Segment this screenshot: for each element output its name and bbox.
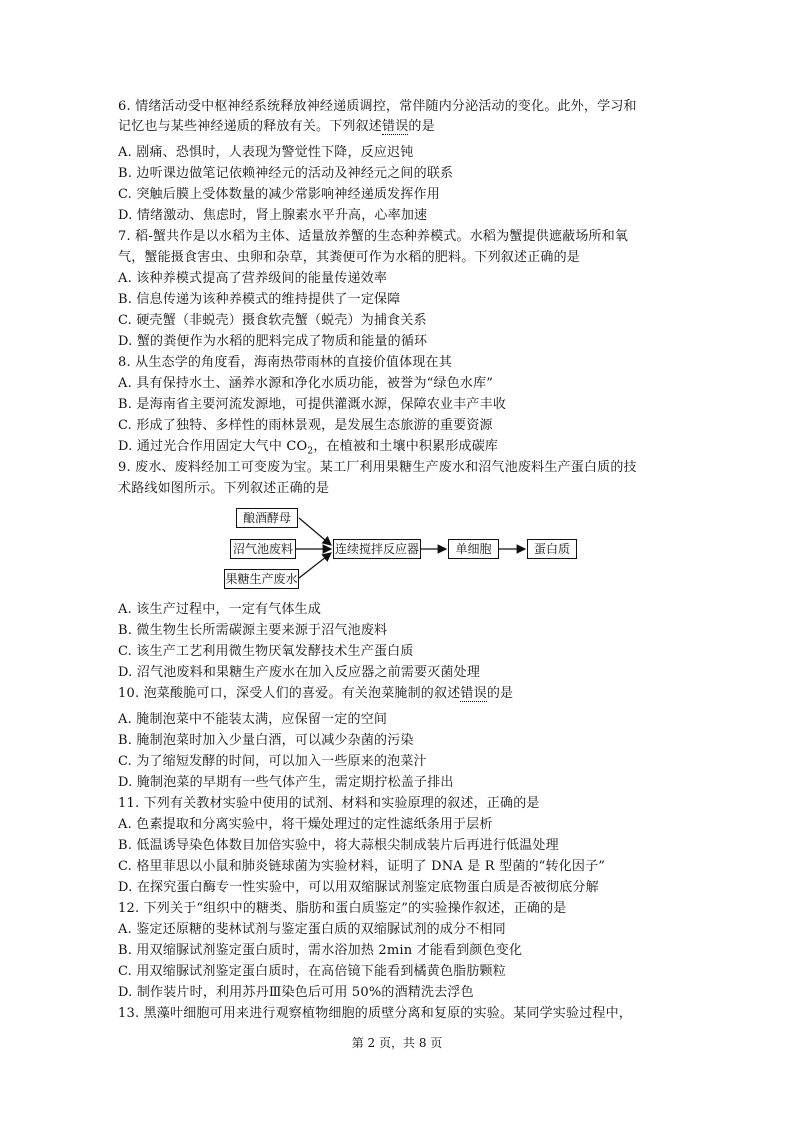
- input-fructose-wastewater-box: 果糖生产废水: [224, 569, 299, 589]
- q7-option-d: D. 蟹的粪便作为水稻的肥料完成了物质和能量的循环: [118, 334, 428, 349]
- q9-option-c: C. 该生产工艺利用微生物厌氧发酵技术生产蛋白质: [118, 644, 414, 659]
- q9-option-b: B. 微生物生长所需碳源主要来源于沼气池废料: [118, 623, 388, 638]
- q10-emphasis: 错误: [460, 686, 487, 701]
- q8-option-d-post: ，在植被和土壤中积累形成碳库: [313, 439, 499, 454]
- input-biogas-waste-box: 沼气池废料: [230, 539, 296, 559]
- q11-stem: 11. 下列有关教材实验中使用的试剂、材料和实验原理的叙述，正确的是: [118, 796, 540, 811]
- protein-box: 蛋白质: [527, 539, 577, 559]
- q9-stem-line2: 术路线如图所示。下列叙述正确的是: [118, 481, 330, 496]
- q8-option-d-pre: D. 通过光合作用固定大气中 CO: [118, 439, 308, 454]
- q10-option-b: B. 腌制泡菜时加入少量白酒，可以减少杂菌的污染: [118, 733, 414, 748]
- q11-option-a: A. 色素提取和分离实验中，将干燥处理过的定性滤纸条用于层析: [118, 817, 493, 832]
- q12-option-a: A. 鉴定还原糖的斐林试剂与鉴定蛋白质的双缩脲试剂的成分不相同: [118, 922, 506, 937]
- q6-stem-line1: 6. 情绪活动受中枢神经系统释放神经递质调控，常伴随内分泌活动的变化。此外，学习和: [118, 99, 637, 114]
- q10-stem-pre: 10. 泡菜酸脆可口，深受人们的喜爱。有关泡菜腌制的叙述: [118, 686, 461, 701]
- q7-stem-line1: 7. 稻-蟹共作是以水稻为主体、适量放养蟹的生态种养模式。水稻为蟹提供遮蔽场所和氧: [118, 229, 629, 244]
- q6-option-b: B. 边听课边做笔记依赖神经元的活动及神经元之间的联系: [118, 166, 454, 181]
- q6-emphasis: 错误: [382, 119, 409, 134]
- input-yeast-box: 酿酒酵母: [236, 508, 298, 528]
- q6-option-a: A. 剧痛、恐惧时，人表现为警觉性下降，反应迟钝: [118, 145, 414, 160]
- q8-option-c: C. 形成了独特、多样性的雨林景观，是发展生态旅游的重要资源: [118, 418, 493, 433]
- q12-option-c: C. 用双缩脲试剂鉴定蛋白质时，在高倍镜下能看到橘黄色脂肪颗粒: [118, 964, 506, 979]
- q10-stem-post: 的是: [486, 686, 514, 701]
- q8-stem: 8. 从生态学的角度看，海南热带雨林的直接价值体现在其: [118, 355, 452, 370]
- q13-stem: 13. 黑藻叶细胞可用来进行观察植物细胞的质壁分离和复原的实验。某同学实验过程中，: [118, 1006, 633, 1021]
- reactor-box: 连续搅拌反应器: [333, 539, 421, 559]
- q6-stem-pre: 记忆也与某些神经递质的释放有关。下列叙述: [118, 119, 383, 134]
- q7-option-c: C. 硬壳蟹（非蜕壳）摄食软壳蟹（蜕壳）为捕食关系: [118, 313, 427, 328]
- q8-option-a: A. 具有保持水土、涵养水源和净化水质功能，被誉为“绿色水库”: [118, 376, 494, 391]
- q8-option-b: B. 是海南省主要河流发源地，可提供灌溉水源，保障农业丰产丰收: [118, 397, 507, 412]
- q7-option-b: B. 信息传递为该种养模式的维持提供了一定保障: [118, 292, 401, 307]
- page-footer: 第 2 页，共 8 页: [351, 1036, 443, 1050]
- q11-option-d: D. 在探究蛋白酶专一性实验中，可以用双缩脲试剂鉴定底物蛋白质是否被彻底分解: [118, 880, 599, 895]
- q6-option-c: C. 突触后膜上受体数量的减少常影响神经递质发挥作用: [118, 187, 440, 202]
- q12-option-d: D. 制作装片时，利用苏丹Ⅲ染色后可用 50%的酒精洗去浮色: [118, 985, 474, 1000]
- q8-option-d-subscript: 2: [307, 446, 314, 457]
- q6-option-d: D. 情绪激动、焦虑时，肾上腺素水平升高，心率加速: [118, 208, 428, 223]
- q11-option-b: B. 低温诱导染色体数目加倍实验中，将大蒜根尖制成装片后再进行低温处理: [118, 838, 559, 853]
- q9-option-a: A. 该生产过程中，一定有气体生成: [118, 602, 322, 617]
- q10-stem: [118, 684, 698, 704]
- q9-option-d: D. 沼气池废料和果糖生产废水在加入反应器之前需要灭菌处理: [118, 665, 481, 680]
- q7-stem-line2: 气，蟹能摄食害虫、虫卵和杂草，其粪便可作为水稻的肥料。下列叙述正确的是: [118, 250, 581, 265]
- q10-option-c: C. 为了缩短发酵的时间，可以加入一些原来的泡菜汁: [118, 754, 427, 769]
- q9-stem-line1: 9. 废水、废料经加工可变废为宝。某工厂利用果糖生产废水和沼气池废料生产蛋白质的技: [118, 460, 637, 475]
- q11-option-c: C. 格里菲思以小鼠和肺炎链球菌为实验材料，证明了 DNA 是 R 型菌的“转化因子”: [118, 859, 606, 874]
- q12-option-b: B. 用双缩脲试剂鉴定蛋白质时，需水浴加热 2min 才能看到颜色变化: [118, 943, 523, 958]
- q10-option-a: A. 腌制泡菜中不能装太满，应保留一定的空间: [118, 712, 388, 727]
- q10-option-d: D. 腌制泡菜的早期有一些气体产生，需定期拧松盖子排出: [118, 775, 454, 790]
- q6-stem-post: 的是: [408, 119, 435, 134]
- process-flow-diagram: [0, 500, 794, 600]
- q6-stem-line2: [118, 117, 698, 137]
- q7-option-a: A. 该种养模式提高了营养级间的能量传递效率: [118, 271, 388, 286]
- q12-stem: 12. 下列关于“组织中的糖类、脂肪和蛋白质鉴定”的实验操作叙述，正确的是: [118, 901, 567, 916]
- single-cell-box: 单细胞: [448, 539, 499, 559]
